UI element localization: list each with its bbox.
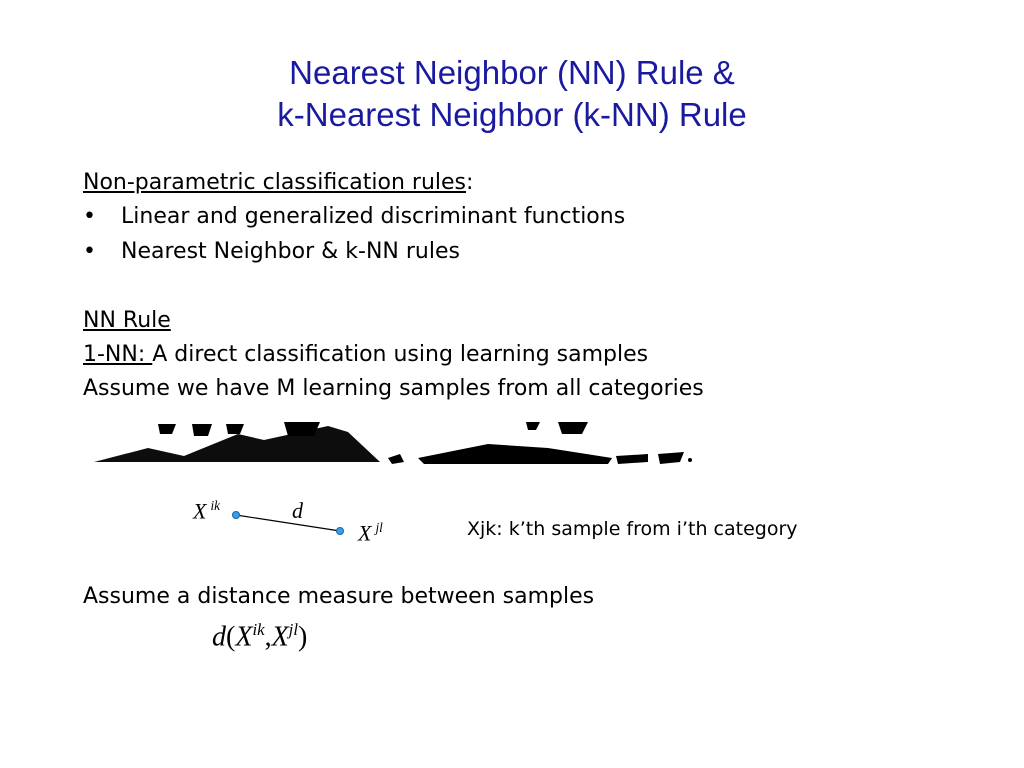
formula-x1: X (235, 621, 253, 653)
sample-point-left (233, 512, 240, 519)
formula-x1-superscript: ik (252, 620, 265, 639)
formula-x2: X (271, 621, 289, 653)
bullet-item-2 (83, 239, 783, 269)
title-line-1: Nearest Neighbor (NN) Rule & (289, 54, 735, 91)
bullet-marker: • (83, 239, 96, 264)
intro-heading: Non-parametric classification rules (83, 170, 467, 195)
left-point-superscript: ik (210, 498, 220, 513)
bullet-marker: • (83, 204, 96, 229)
one-nn-text: A direct classification using learning samples (152, 342, 649, 367)
right-point-label (358, 520, 383, 546)
intro-heading-row (83, 170, 473, 195)
intro-heading-colon: : (466, 170, 474, 195)
one-nn-label: 1-NN: (83, 342, 153, 367)
nn-rule-heading: NN Rule (83, 308, 171, 333)
left-point-base: X (193, 498, 207, 524)
distance-measure-text: Assume a distance measure between samples (83, 584, 595, 609)
formula-d: d (212, 621, 226, 653)
one-nn-row (83, 342, 648, 367)
garbled-sample-set-graphic (88, 418, 698, 466)
assume-samples-text: Assume we have M learning samples from all categories (83, 376, 704, 401)
distance-label: d (292, 498, 303, 523)
right-point-base: X (358, 520, 372, 546)
bullet-text-2: Nearest Neighbor & k-NN rules (121, 239, 460, 264)
bullet-text-1: Linear and generalized discriminant functions (121, 204, 626, 229)
formula-open-paren: ( (226, 621, 236, 653)
right-point-superscript: jl (375, 520, 383, 535)
formula-close-paren: ) (298, 621, 308, 653)
formula-comma: , (264, 621, 272, 653)
formula-x2-superscript: jl (288, 620, 298, 639)
diagram-caption: Xjk: k’th sample from i’th category (467, 518, 798, 540)
bullet-item-1 (83, 204, 783, 234)
left-point-label (193, 498, 220, 524)
slide-title (0, 52, 1024, 136)
distance-formula (212, 620, 307, 653)
title-line-2: k-Nearest Neighbor (k-NN) Rule (277, 96, 747, 133)
distance-line (236, 515, 340, 531)
sample-point-right (337, 528, 344, 535)
